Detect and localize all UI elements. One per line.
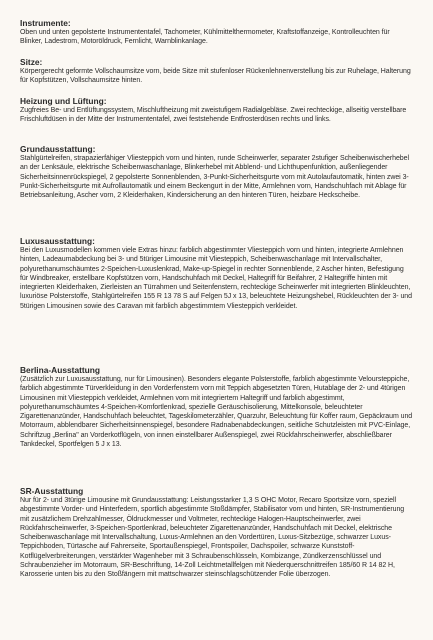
section-heading-berlina: Berlina-Ausstattung [20, 365, 101, 375]
section-luxusausstattung [0, 236, 433, 311]
section-body-sitze: Körpergerecht geformte Vollschaumsitze vorn, beide Sitze mit stufenloser Rückenlehnenverstellung bis zur Ruhelage, Halterung für Kopfstützen, Vollschaumsitze hinten. [20, 68, 411, 85]
section-heading-grundausstattung: Grundausstattung: [20, 144, 96, 154]
section-body-instrumente: Oben und unten gepolsterte Instrumententafel, Tachometer, Kühlmittelthermometer, Kraftstoffanzeige, Kontrolleuchten für Blinker, Ladestrom, Motoröldruck, Fernlicht, Warnblinkanlage. [20, 29, 390, 46]
section-body-heizung: Zugfreies Be- und Entlüftungssystem, Mischluftheizung mit zweistufigem Radialgebläse. Zwei rechteckige, allseitig verstellbare Frischluftdüsen in der Mitte der Instrumententafel, zwei feststehende Entfrosterdüsen rechts und links. [20, 107, 407, 124]
section-heading-sr: SR-Ausstattung [20, 486, 84, 496]
section-sitze [0, 57, 433, 86]
section-sr [0, 486, 433, 579]
section-body-grundausstattung: Stahlgürtelreifen, strapazierfähiger Vliesteppich vorn und hinten, runde Scheinwerfer, separater 2stufiger Scheibenwischerhebel an der Lenksäule, elektrische Scheibenwaschanlage, Blinkerhebel mit Abblend- und Lichthupenfunktion, außenliegender Sicherheitsinnenrückspiegel, 2 gepolsterte Sonnenblenden, 3-Punkt-Sicherheitsgurte vorn mit Autolaufautomatik, hinten zwei 3-Punkt-Sicherheitsgurte mit Aufrollautomatik und einem Beckengurt in der Mitte, Armlehnen vorn, Handschuhfach mit Ablage für Betriebsanleitung, Ascher vorn, 2 Kleiderhaken, Kindersicherung an den hinteren Türen, heizbare Heckscheibe. [20, 155, 409, 199]
section-body-berlina: (Zusätzlich zur Luxusausstattung, nur für Limousinen). Besonders elegante Polsterstoffe, farblich abgestimmte Veloursteppiche, farblich abgestimmte Türverkleidung in den Vorderfenstern vorn mit Teppich abgesetzten Türen, Hutablage der 2- und 4türigen Limousinen mit Vliesteppich verkleidet, Armlehnen vorn mit integriertem Haltegriff und farblich abgestimmt, polyurethanumschäumtes 4-Speichen-Komfortlenkrad, spezielle Geräuschisolierung, Mittelkonsole, beleuchteter Zigarettenanzünder, Handschuhfach beleuchtet, Tageskilometerzähler, Quarzuhr, Beleuchtung für Koffer raum, Gepäckraum und Motorraum, abblendbarer Sicherheitsinnenspiegel, besondere Radnabenabdeckungen, seitliche Schutzleisten mit PVC-Einlage, Schriftzug „Berlina" an Vorderkotflügeln, von innen einstellbarer Außenspiegel, zwei Rückfahrscheinwerfer, abschließbarer Tankdeckel, Sportfelgen 5 J x 13. [20, 376, 413, 448]
section-heizung [0, 96, 433, 125]
section-heading-heizung: Heizung und Lüftung: [20, 96, 107, 106]
section-grundausstattung [0, 144, 433, 200]
section-heading-luxusausstattung: Luxusausstattung: [20, 236, 95, 246]
section-heading-sitze: Sitze: [20, 57, 43, 67]
section-instrumente [0, 18, 433, 47]
section-heading-instrumente: Instrumente: [20, 18, 71, 28]
section-berlina [0, 365, 433, 449]
section-body-luxusausstattung: Bei den Luxusmodellen kommen viele Extras hinzu: farblich abgestimmter Vliesteppich vorn und hinten, integrierte Armlehnen hinten, Ladeaumabdeckung bei 3- und 5türiger Limousine mit Vliesteppich, Scheibenwaschanlage mit Intervallschalter, polyurethanumschäumtes 2-Speichen-Luxuslenkrad, Make-up-Spiegel in rechter Sonnenblende, 2 Ascher hinten, Befestigung für Windbreaker, erstellbare Kopfstützen vorn, Handschuhfach mit Deckel, Haltegriff für Beifahrer, 2 Haltegriffe hinten mit integrierten Kleiderhaken, Zierleisten an Türrahmen und Seitenfenstern, rechteckige Scheinwerfer mit integrierten Blinkleuchten, luxuriöse Polsterstoffe, Stahlgürtelreifen 155 R 13 78 S auf Felgen 5J x 13, beleuchtete Heizungshebel, Rückleuchten der 3- und 5türigen Limousinen sowie des Caravan mit farblich abgestimmtem Vliesteppich verkleidet. [20, 247, 412, 310]
section-body-sr: Nur für 2- und 3türige Limousine mit Grundausstattung: Leistungsstarker 1,3 S OHC Motor, Recaro Sportsitze vorn, speziell abgestimmte Vorder- und Hinterfedern, sportlich abgestimmte Stoßdämpfer, Stabilisator vorn und hinten, SR-Instrumentierung mit zusätzlichem Drehzahlmesser, Öldruckmesser und Voltmeter, rechteckige Halogen-Hauptscheinwerfer, zwei Rückfahrscheinwerfer, 3-Speichen-Sportlenkrad, beleuchteter Zigarettenanzünder, Handschuhfach mit Deckel, elektrische Scheibenwaschanlage mit Intervallschaltung, Luxus-Armlehnen an den Vordertüren, Luxus-Sitzbezüge, schwarzer Luxus-Teppichboden, Türtasche auf Fahrerseite, Sportaußenspiegel, Frontspoiler, Dachspoiler, schwarze Kunststoff-Kotflügelverbreiterungen, verstärkter Wagenheber mit 3 Schraubenschlüsseln, Kombizange, Zündkerzenschlüssel und Schraubenzieher im Motorraum, SR-Beschriftung, 14-Zoll Leichtmetallfelgen mit Niederquerschnittreifen 185/60 R 14 82 H, Karosserie unten bis zu den Stoßfängern mit mattschwarzer steinschlagschützender Folie überzogen. [20, 497, 405, 578]
